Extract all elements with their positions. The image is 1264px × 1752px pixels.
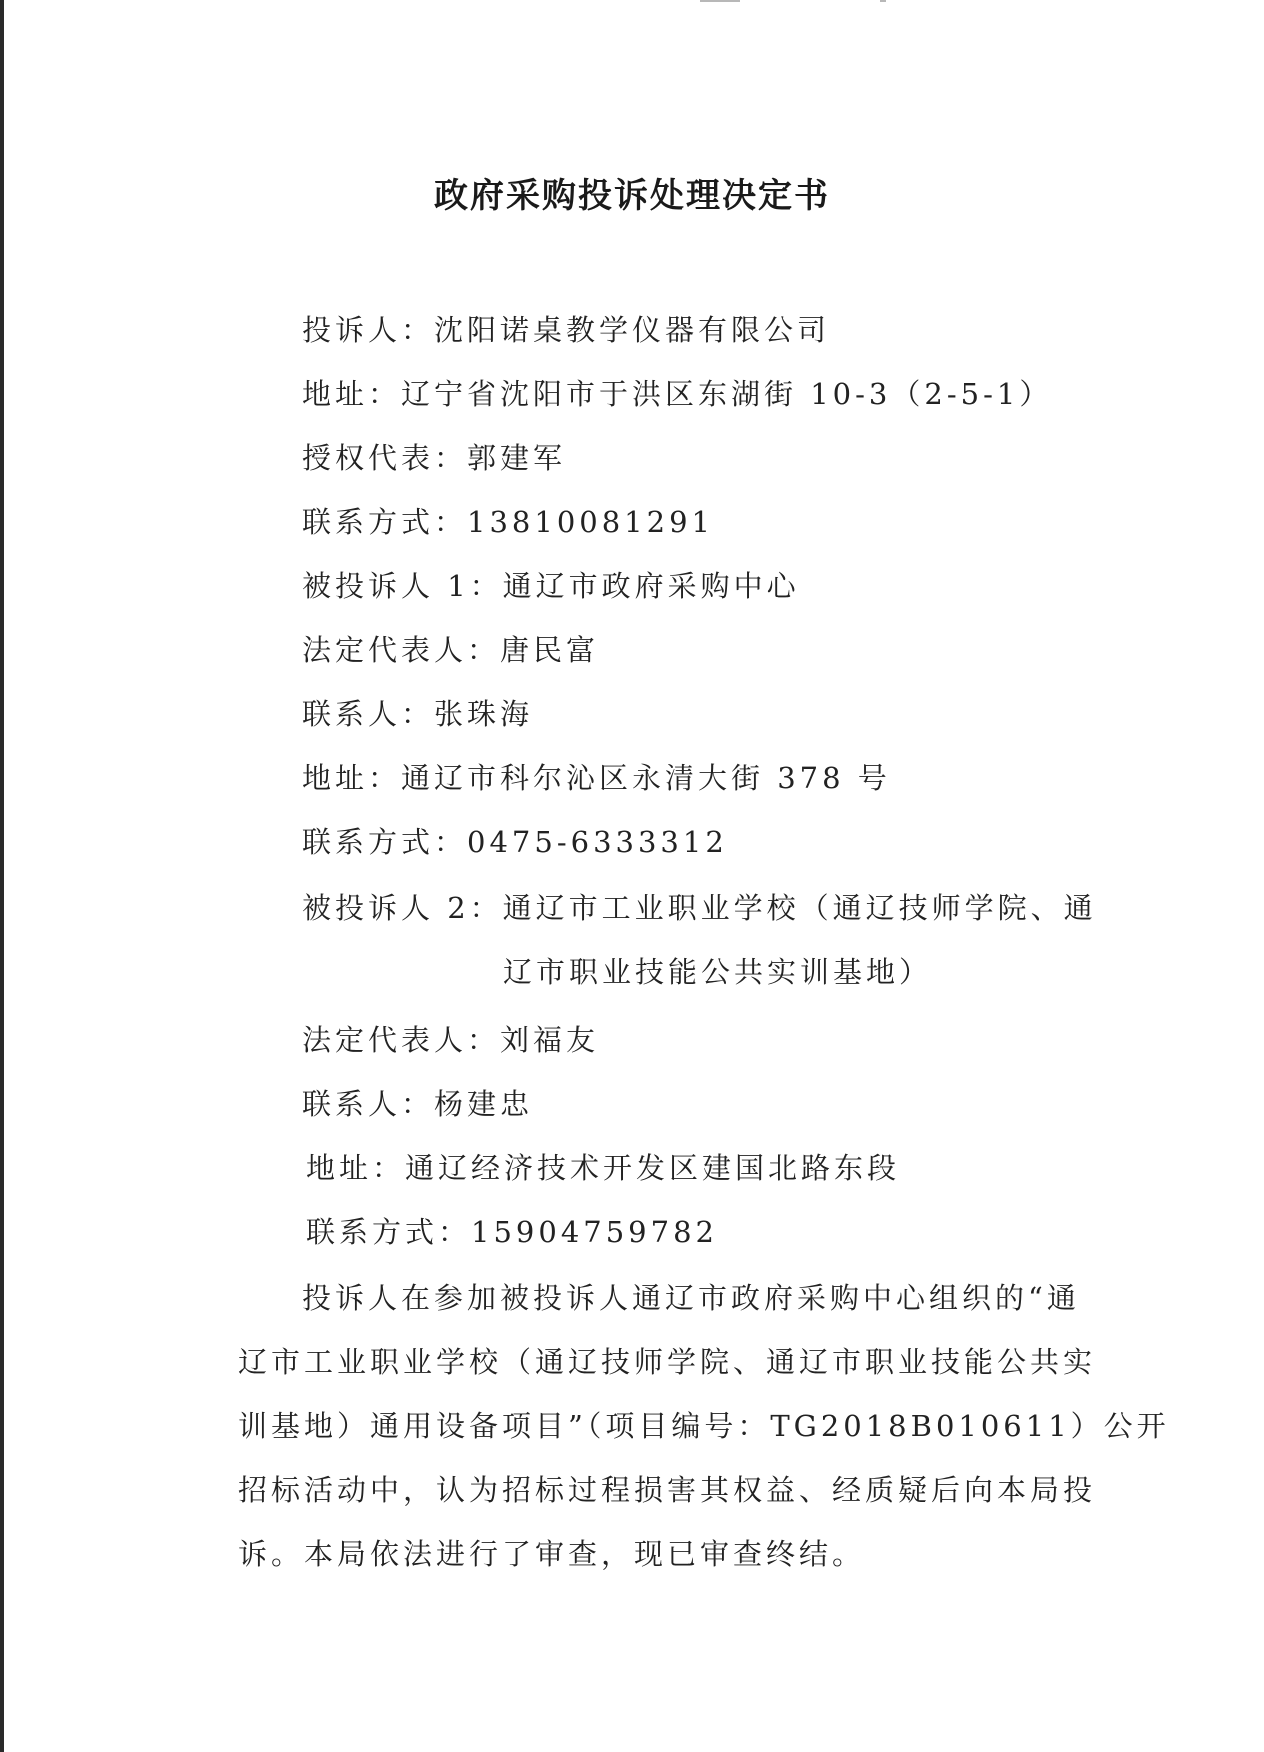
- field-value: 刘福友: [500, 1023, 600, 1057]
- field-respondent-1: [302, 564, 800, 605]
- field-value: 张珠海: [434, 697, 534, 731]
- field-value: 唐民富: [500, 633, 600, 667]
- field-respondent-2: [302, 886, 1097, 927]
- field-label: 地址：: [306, 1151, 406, 1185]
- document-title: 政府采购投诉处理决定书: [434, 176, 830, 216]
- field-value: 0475-6333312: [467, 825, 728, 859]
- field-value: 通辽市科尔沁区永清大街 378 号: [401, 761, 891, 795]
- field-label: 地址：: [302, 377, 402, 411]
- field-label: 被投诉人 1：: [302, 569, 503, 603]
- field-label: 法定代表人：: [302, 1023, 501, 1057]
- field-respondent-2-address: [306, 1146, 900, 1187]
- field-complainant: [302, 308, 830, 349]
- field-complainant-contact: [302, 500, 714, 541]
- field-respondent-1-phone: [302, 820, 728, 861]
- field-respondent-2-continuation: [503, 950, 932, 991]
- field-respondent-2-legal-rep: [302, 1018, 599, 1059]
- body-line: 诉。本局依法进行了审查，现已审查终结。: [238, 1537, 866, 1571]
- body-line: 辽市工业职业学校（通辽技师学院、通辽市职业技能公共实: [238, 1345, 1097, 1379]
- body-line: 训基地）通用设备项目”（项目编号：TG2018B010611）公开: [238, 1409, 1170, 1443]
- field-value: 沈阳诺桌教学仪器有限公司: [434, 313, 831, 347]
- field-respondent-1-legal-rep: [302, 628, 599, 669]
- field-label: 授权代表：: [302, 441, 468, 475]
- field-value-continuation: 辽市职业技能公共实训基地）: [503, 955, 933, 989]
- field-value: 13810081291: [467, 505, 714, 539]
- field-authorized-rep: [302, 436, 566, 477]
- field-value: 通辽市工业职业学校（通辽技师学院、通: [502, 891, 1097, 925]
- field-label: 联系人：: [302, 697, 435, 731]
- field-label: 法定代表人：: [302, 633, 501, 667]
- field-value: 通辽经济技术开发区建国北路东段: [405, 1151, 901, 1185]
- field-label: 投诉人：: [302, 313, 435, 347]
- field-value: 通辽市政府采购中心: [502, 569, 800, 603]
- body-line: 投诉人在参加被投诉人通辽市政府采购中心组织的“通: [302, 1281, 1080, 1315]
- body-line: 招标活动中，认为招标过程损害其权益、经质疑后向本局投: [238, 1473, 1097, 1507]
- field-complainant-address: [302, 372, 1052, 413]
- field-value: 15904759782: [471, 1215, 718, 1249]
- field-label: 联系方式：: [302, 825, 468, 859]
- field-value: 辽宁省沈阳市于洪区东湖街 10-3（2-5-1）: [401, 377, 1053, 411]
- field-label: 地址：: [302, 761, 402, 795]
- field-respondent-2-phone: [306, 1210, 718, 1251]
- field-value: 郭建军: [467, 441, 567, 475]
- field-value: 杨建忠: [434, 1087, 534, 1121]
- field-respondent-2-contact-person: [302, 1082, 533, 1123]
- field-respondent-1-contact-person: [302, 692, 533, 733]
- field-label: 联系方式：: [302, 505, 468, 539]
- field-label: 被投诉人 2：: [302, 891, 503, 925]
- field-label: 联系方式：: [306, 1215, 472, 1249]
- field-label: 联系人：: [302, 1087, 435, 1121]
- field-respondent-1-address: [302, 756, 891, 797]
